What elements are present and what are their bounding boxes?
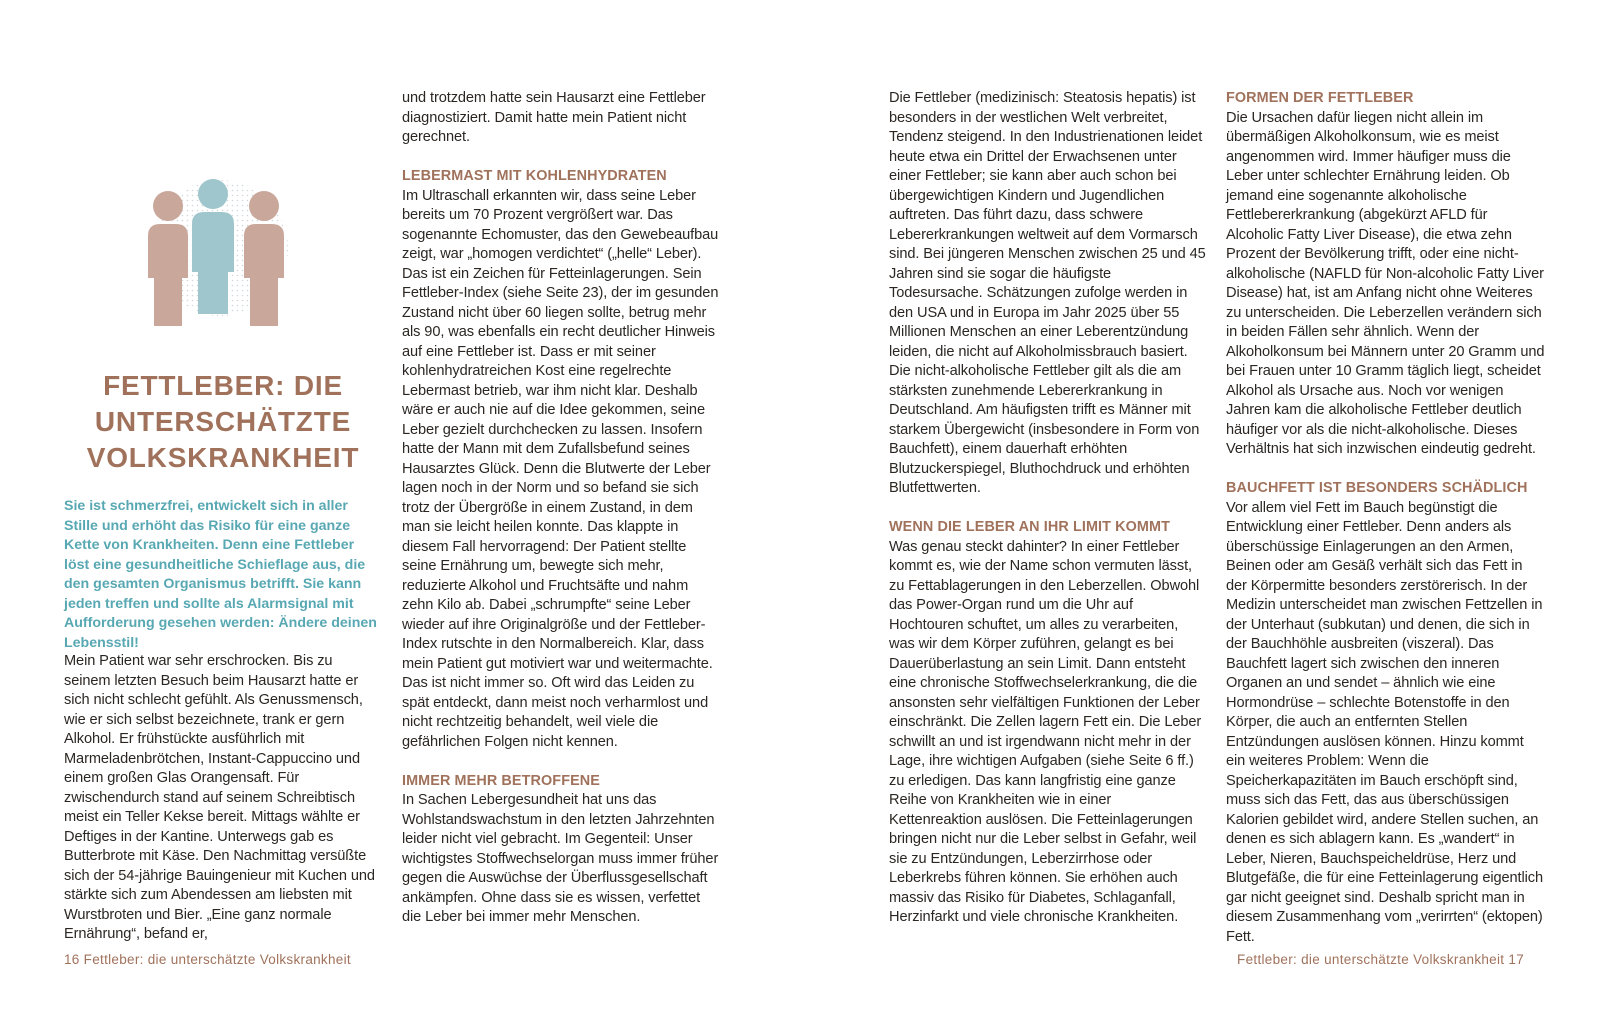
col4-paragraph-1: Die Ursachen dafür liegen nicht allein im übermäßigen Alkoholkonsum, wie es meist angenommen wird. Immer häufiger muss die Leber unter schlechter Ernährung leiden. Ob jemand eine sogenannte alkoholische Fettlebererkrankung (abgekürzt AFLD für Alcoholic Fatty Liver Disease), die etwa zehn Prozent der Bevölkerung trifft, oder eine nicht-alkoholische (NAFLD für Non-alcoholic Fatty Liver Disease) hat, ist am Anfang nicht ohne Weiteres zu unterscheiden. Die Leberzellen verändern sich in beiden Fällen sehr ähnlich. Wenn der Alkoholkonsum bei Männern unter 20 Gramm und bei Frauen unter 10 Gramm täglich liegt, scheidet Alkohol als Ursache aus. Noch vor wenigen Jahren kam die alkoholische Fettleber deutlich häufiger vor als die nicht-alkoholische. Dieses Verhältnis hat sich inzwischen eindeutig gedreht. [1226,109,1545,457]
column-2 [402,89,720,928]
people-group-icon [140,178,300,338]
chapter-intro: Sie ist schmerzfrei, entwickelt sich in aller Stille und erhöht das Risiko für eine ganze Kette von Krankheiten. Denn eine Fettleber löst eine gesundheitliche Schieflage aus, die den gesamten Organismus betrifft. Sie kann jeden treffen und sollte als Alarmsignal mit Aufforderung gesehen werden: Ändere deinen Lebensstil! [64,498,377,651]
heading-formen: FORMEN DER FETTLEBER [1226,90,1414,106]
column-3 [889,89,1207,928]
col3-paragraph-1: Die Fettleber (medizinisch: Steatosis hepatis) ist besonders in der westlichen Welt verbreitet, Tendenz steigend. In den Industrienationen leidet heute etwa ein Drittel der Erwachsenen unter einer Fettleber; sie kann aber auch schon bei übergewichtigen Kindern und Jugendlichen auftreten. Das führt dazu, dass schwere Lebererkrankungen weltweit auf dem Vormarsch sind. Bei jüngeren Menschen zwischen 25 und 45 Jahren sind sie sogar die häufigste Todesursache. Schätzungen zufolge werden in den USA und in Europa im Jahr 2025 über 55 Millionen Menschen an einer Leberentzündung leiden, die nicht auf Alkoholmissbrauch basiert. Die nicht-alkoholische Fettleber gilt als die am stärksten zunehmende Lebererkrankung in Deutschland. Am häufigsten trifft es Männer mit starkem Übergewicht (insbesondere in Form von Bauchfett), einem dauerhaft erhöhten Blutzuckerspiegel, Bluthochdruck und erhöhten Blutfettwerten. [889,90,1206,496]
col2-paragraph-2: Im Ultraschall erkannten wir, dass seine Leber bereits um 70 Prozent vergrößert war. Das sogenannte Echomuster, das den Gewebeaufbau zeigt, war „homogen verdichtet“ („helle“ Leber). Das ist ein Zeichen für Fetteinlagerungen. Sein Fettleber-Index (siehe Seite 23), der im gesunden Zustand nicht über 60 liegen sollte, betrug mehr als 90, was ebenfalls ein recht deutlicher Hinweis auf eine Fettleber ist. Dass er mit seiner kohlenhydratreichen Kost eine regelrechte Lebermast betrieb, war ihm nicht klar. Deshalb wäre er auch nie auf die Idee gekommen, seine Leber gezielt durchchecken zu lassen. Insofern hatte der Mann mit dem Zufallsbefund seines Hausarztes Glück. Denn die Blutwerte der Leber lagen noch in der Norm und so befand sie sich trotz der Übergröße in einem Zustand, in dem man sie leicht heilen konnte. Das klappte in diesem Fall hervorragend: Der Patient stellte seine Ernährung um, bewegte sich mehr, reduzierte Alkohol und Fruchtsäfte und nahm zehn Kilo ab. Dabei „schrumpfte“ seine Leber wieder auf ihre Originalgröße und der Fettleber-Index rutschte in den Normalbereich. Klar, dass mein Patient gut motiviert war und weitermachte. Das ist nicht immer so. Oft wird das Leiden zu spät entdeckt, dann meist noch verharmlost und nicht rechtzeitig behandelt, weil viele die gefährlichen Folgen nicht kennen. [402,187,719,750]
col2-paragraph-1: und trotzdem hatte sein Hausarzt eine Fettleber diagnostiziert. Damit hatte mein Patient nicht gerechnet. [402,90,706,145]
col2-paragraph-3: In Sachen Lebergesundheit hat uns das Wohlstandswachstum in den letzten Jahrzehnten leider nicht viel gebracht. Im Gegenteil: Unser wichtigstes Stoffwechselorgan muss immer früher gegen die Auswüchse der Überflussgesellschaft ankämpfen. Ohne dass sie es wissen, verfettet die Leber bei immer mehr Menschen. [402,792,719,925]
column-4 [1226,89,1546,947]
heading-lebermast: LEBERMAST MIT KOHLENHYDRATEN [402,168,667,184]
footer-left: 16 Fettleber: die unterschätzte Volkskrankheit [64,952,351,967]
footer-right: Fettleber: die unterschätzte Volkskrankheit 17 [1237,952,1524,967]
col3-paragraph-2: Was genau steckt dahinter? In einer Fettleber kommt es, wie der Name schon vermuten lässt, zu Fettablagerungen in den Leberzellen. Obwohl das Power-Organ rund um die Uhr auf Hochtouren schuftet, um alles zu verarbeiten, was wir dem Körper zuführen, gelangt es bei Dauerüberlastung an sein Limit. Dann entsteht eine chronische Stoffwechselerkrankung, die die ansonsten sehr vielfältigen Funktionen der Leber einschränkt. Die Zellen lagern Fett ein. Die Leber schwillt an und ist irgendwann nicht mehr in der Lage, ihre wichtigen Aufgaben (siehe Seite 6 ff.) zu erledigen. Das kann langfristig eine ganze Reihe von Krankheiten wie in einer Kettenreaktion auslösen. Die Fetteinlagerungen bringen nicht nur die Leber selbst in Gefahr, weil sie zu Entzündungen, Leberzirrhose oder Leberkrebs führen können. Sie erhöhen auch massiv das Risiko für Diabetes, Schlaganfall, Herzinfarkt und viele chronische Krankheiten. [889,538,1202,925]
heading-bauchfett: BAUCHFETT IST BESONDERS SCHÄDLICH [1226,480,1528,496]
chapter-title: FETTLEBER: DIE UNTERSCHÄTZTE VOLKSKRANKHEIT [86,370,360,473]
body-text-col1: Mein Patient war sehr erschrocken. Bis zu seinem letzten Besuch beim Hausarzt hatte er sich nicht schlecht gefühlt. Als Genussmensch, wie er sich selbst bezeichnete, trank er gern Alkohol. Er frühstückte ausführlich mit Marmeladenbrötchen, Instant-Cappuccino und einem großen Glas Orangensaft. Für zwischendurch stand auf seinem Schreibtisch meist ein Teller Kekse bereit. Mittags wählte er Deftiges in der Kantine. Unterwegs gab es Butterbrote mit Käse. Den Nachmittag versüßte sich der 54-jährige Bauingenieur mit Kuchen und stärkte sich zum Abendessen am liebsten mit Wurstbroten und Bier. „Eine ganz normale Ernährung“, befand er, [64,653,375,942]
heading-limit: WENN DIE LEBER AN IHR LIMIT KOMMT [889,519,1170,535]
col4-paragraph-2: Vor allem viel Fett im Bauch begünstigt die Entwicklung einer Fettleber. Denn anders als überschüssige Einlagerungen an den Armen, Beinen oder am Gesäß verhält sich das Fett in der Körpermitte besonders zerstörerisch. In der Medizin unterscheidet man zwischen Fettzellen in der Unterhaut (subkutan) und denen, die sich in der Bauchhöhle ausbreiten (viszeral). Das Bauchfett lagert sich zwischen den inneren Organen an und sendet – ähnlich wie eine Hormondrüse – schlechte Botenstoffe in den Körper, die auch an entfernten Stellen Entzündungen auslösen können. Hinzu kommt ein weiteres Problem: Wenn die Speicherkapazitäten im Bauch erschöpft sind, muss sich das Fett, das aus überschüssigen Kalorien gebildet wird, andere Stellen suchen, an denen es sich ablagern kann. Es „wandert“ in Leber, Nieren, Bauchspeicheldrüse, Herz und Blutgefäße, die für eine Fetteinlagerung eigentlich gar nicht geeignet sind. Deshalb spricht man in diesem Zusammenhang vom „verirrten“ (ektopen) Fett. [1226,499,1543,945]
heading-betroffene: IMMER MEHR BETROFFENE [402,772,600,789]
